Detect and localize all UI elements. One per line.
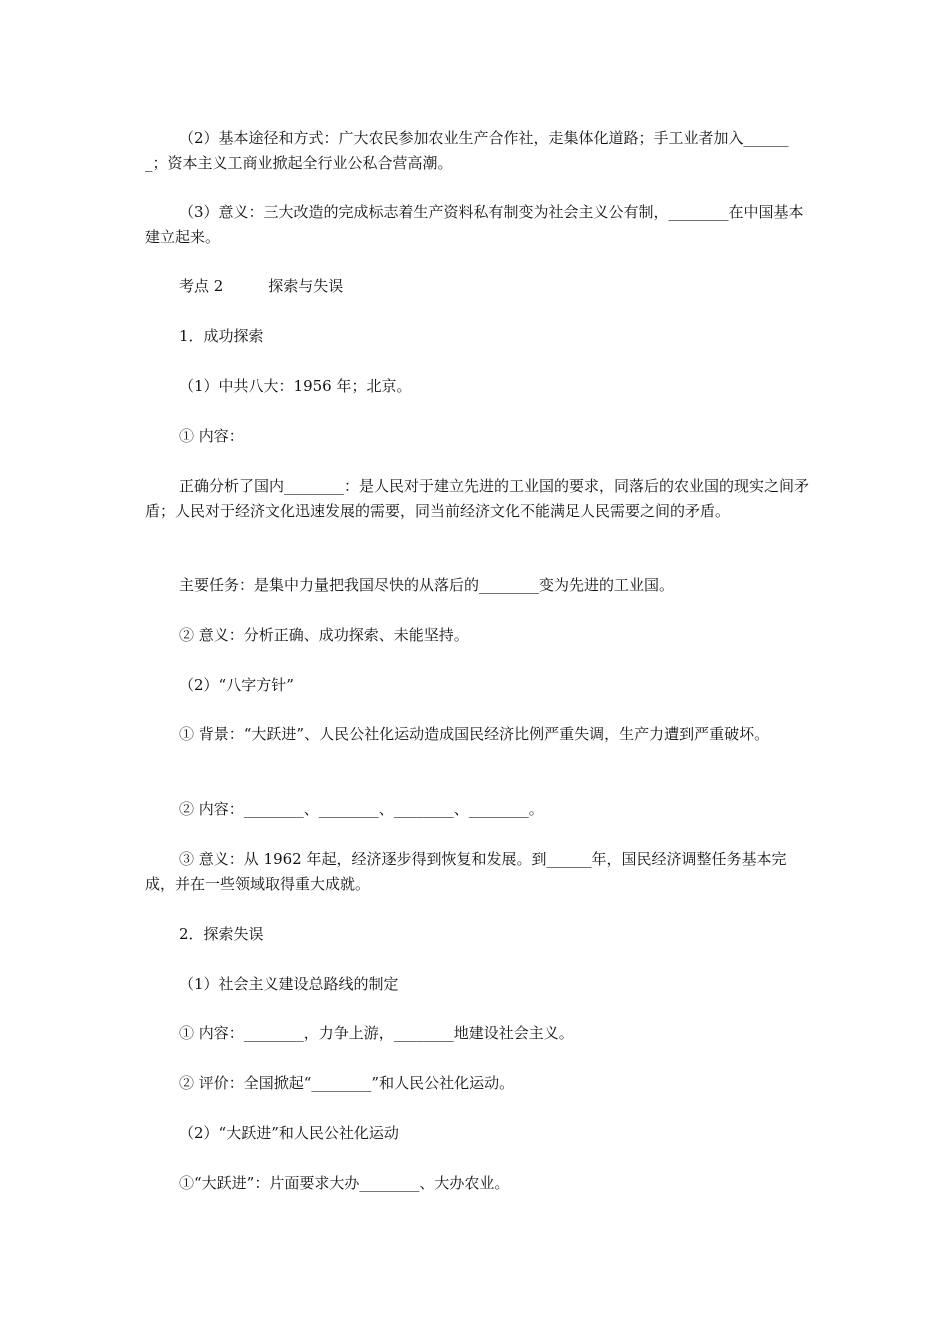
paragraph-eight-character-policy: （2）“八字方针” <box>179 676 294 694</box>
paragraph-great-leap-forward-item: ①“大跃进”：片面要求大办________、大办农业。 <box>179 1174 510 1192</box>
paragraph-main-task: 主要任务：是集中力量把我国尽快的从落后的________变为先进的工业国。 <box>179 576 675 594</box>
heading-exploration-mistakes: 2．探索失误 <box>179 925 264 943</box>
paragraph-main-contradiction: 正确分析了国内________：是人民对于建立先进的工业国的要求，同落后的农业国的现实之间矛盾；人民对于经济文化迅速发展的需要，同当前经济文化不能满足人民需要之间的矛盾。 <box>145 477 810 520</box>
paragraph-background: ① 背景：“大跃进”、人民公社化运动造成国民经济比例严重失调，生产力遭到严重破坏。 <box>179 725 770 743</box>
paragraph-general-line: （1）社会主义建设总路线的制定 <box>179 975 399 993</box>
heading-successful-exploration: 1．成功探索 <box>179 327 264 345</box>
paragraph-general-line-content: ① 内容：________，力争上游，________地建设社会主义。 <box>179 1024 574 1042</box>
section-heading-exam-point-2: 考点 2 探索与失误 <box>179 277 344 295</box>
paragraph-great-leap-forward: （2）“大跃进”和人民公社化运动 <box>179 1124 399 1142</box>
paragraph-policy-content: ② 内容：________、________、________、________。 <box>179 800 544 818</box>
paragraph-significance-congress: ② 意义：分析正确、成功探索、未能坚持。 <box>179 626 469 644</box>
paragraph-significance-transformation: （3）意义：三大改造的完成标志着生产资料私有制变为社会主义公有制，________在中国基本建立起来。 <box>145 203 804 246</box>
paragraph-eighth-congress: （1）中共八大：1956 年；北京。 <box>179 377 412 395</box>
paragraph-policy-significance: ③ 意义：从 1962 年起，经济逐步得到恢复和发展。到______年，国民经济调整任务基本完成，并在一些领域取得重大成就。 <box>145 850 787 893</box>
paragraph-evaluation: ② 评价：全国掀起“________”和人民公社化运动。 <box>179 1074 515 1092</box>
paragraph-basic-approach: （2）基本途径和方式：广大农民参加农业生产合作社，走集体化道路；手工业者加入_______；资本主义工商业掀起全行业公私合营高潮。 <box>145 129 789 172</box>
paragraph-content-label: ① 内容： <box>179 427 244 445</box>
